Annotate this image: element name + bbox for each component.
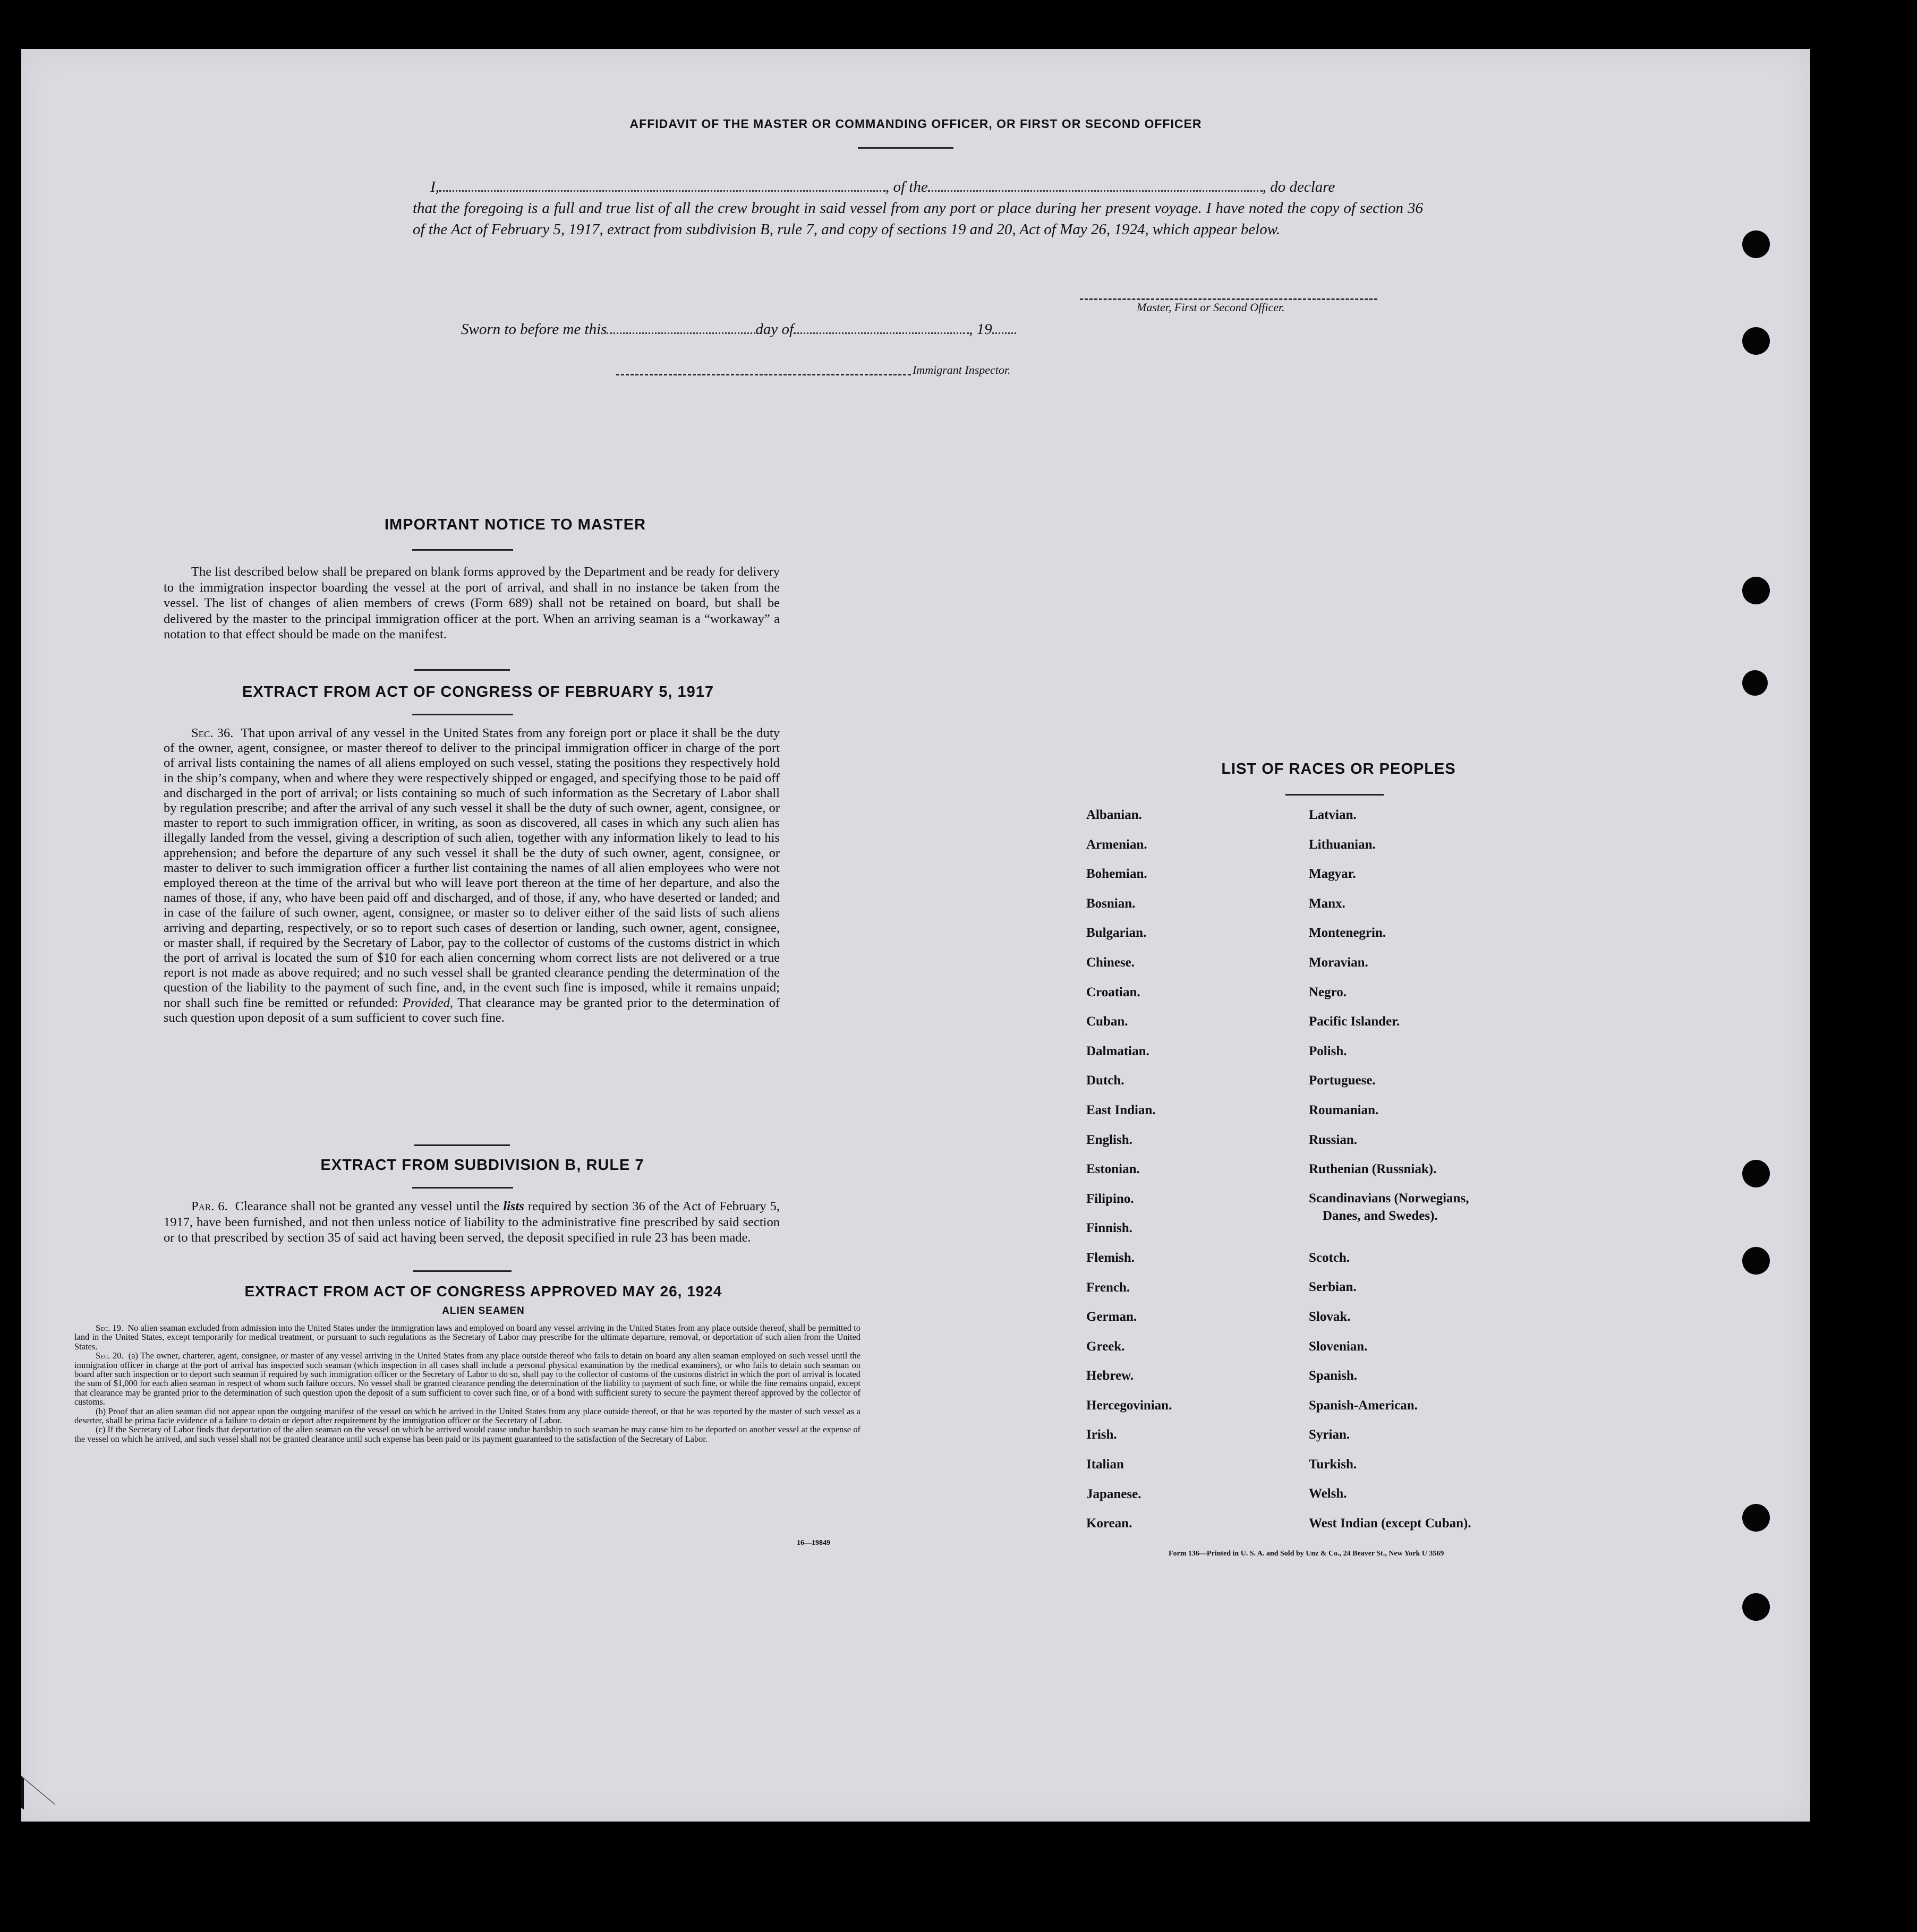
declaration-of-the: , of the — [885, 178, 928, 195]
affidavit-declaration — [413, 176, 1423, 240]
sec-36-label: Sec. 36. — [191, 726, 234, 740]
race-item: Hebrew. — [1086, 1369, 1134, 1383]
sec-19-label: Sec. 19. — [96, 1323, 123, 1333]
race-item: Bulgarian. — [1086, 926, 1147, 941]
inspector-label: Immigrant Inspector. — [913, 363, 1011, 377]
declaration-body: that the foregoing is a full and true list of all the crew brought in said vessel from any port or place during her present voyage. I have noted the copy of section 36 of the Act of February 5, 1917, extract from subdivision B, rule 7, and copy of sections 19 and 20, Act of May 26, 1924, which appear below. — [413, 200, 1423, 238]
sworn-text: Sworn to before me this — [461, 321, 607, 338]
rule7-body — [164, 1199, 780, 1246]
sworn-day-blank[interactable] — [607, 332, 755, 334]
act-1924-title: EXTRACT FROM ACT OF CONGRESS APPROVED MAY 26, 1924 — [244, 1283, 722, 1300]
race-item: East Indian. — [1086, 1102, 1156, 1117]
notice-divider — [412, 549, 513, 551]
race-item: Hercegovinian. — [1086, 1398, 1172, 1413]
corner-fold — [21, 1776, 55, 1836]
race-item: French. — [1086, 1280, 1130, 1295]
extract-1917-body — [164, 726, 780, 1025]
race-item: West Indian (except Cuban). — [1309, 1516, 1471, 1531]
race-item: Spanish-American. — [1309, 1398, 1418, 1413]
par-6-label: Par. 6. — [191, 1199, 228, 1213]
sec-19-text: No alien seaman excluded from admission into the United States under the immigration laws and employed on board any vessel arriving in the United States from any place outside thereof, shall be permitted to land in the United States, except temporarily for medical treatment, or pursuant to such regulations as the Secretary of Labor may prescribe for the ultimate departure, removal, or deportation of such alien from the United States. — [74, 1323, 860, 1352]
race-item: Slovak. — [1309, 1309, 1351, 1324]
extract-1917-end-divider — [414, 1144, 510, 1146]
race-item: Filipino. — [1086, 1191, 1134, 1206]
sworn-month-blank[interactable] — [794, 332, 969, 334]
race-item: Serbian. — [1309, 1280, 1357, 1295]
race-item: Dutch. — [1086, 1073, 1124, 1088]
race-item: Estonian. — [1086, 1162, 1140, 1177]
race-item: Roumanian. — [1309, 1102, 1379, 1117]
printer-imprint: Form 136—Printed in U. S. A. and Sold by Unz & Co., 24 Beaver St., New York U 3569 — [1169, 1550, 1444, 1558]
race-item: Russian. — [1309, 1132, 1358, 1147]
master-label: Master, First or Second Officer. — [1137, 301, 1285, 314]
race-item: Lithuanian. — [1309, 837, 1376, 852]
race-item: Chinese. — [1086, 955, 1135, 970]
act-1924-body — [74, 1323, 860, 1443]
sec-20-label: Sec. 20. — [96, 1350, 124, 1361]
race-item: Moravian. — [1309, 955, 1368, 970]
document-page — [21, 49, 1810, 1822]
scandinavians-line-2: Danes, and Swedes). — [1323, 1208, 1438, 1223]
race-item: Negro. — [1309, 985, 1347, 999]
race-item: Albanian. — [1086, 808, 1142, 822]
proviso-text: That clearance may be granted prior to the determination of such question upon deposit of a sum sufficient to cover such fine. — [164, 995, 780, 1025]
race-item: Polish. — [1309, 1044, 1347, 1058]
race-item: Armenian. — [1086, 837, 1147, 852]
punch-hole — [1742, 670, 1768, 696]
race-item: Pacific Islander. — [1309, 1014, 1400, 1029]
affidavit-title: AFFIDAVIT OF THE MASTER OR COMMANDING OFFICER, OR FIRST OR SECOND OFFICER — [629, 117, 1202, 131]
sworn-line — [461, 321, 1016, 338]
race-item: Korean. — [1086, 1516, 1132, 1531]
declaration-i: I, — [430, 178, 439, 195]
sworn-year: , 19 — [969, 321, 992, 338]
race-item-scandinavians — [1309, 1184, 1532, 1243]
punch-hole — [1742, 1504, 1770, 1532]
race-item: Scotch. — [1309, 1250, 1350, 1265]
sec-36-text: That upon arrival of any vessel in the United States from any foreign port or place it shall be the duty of the owner, agent, consignee, or master thereof to deliver to the principal immigration officer in charge of the port of arrival lists containing the names of all aliens employed on such vessel, stating the positions they respectively hold in the ship’s company, when and where they were respectively shipped or engaged, and specifying those to be paid off and discharged in the port of arrival; or lists containing so much of such information as the Secretary of Labor shall by regulation prescribe; and after the arrival of any such vessel it shall be the duty of such owner, agent, consignee, or master to report to such immigration officer, in writing, as soon as discovered, all cases in which any such alien has illegally landed from the vessel, giving a description of such alien, together with any information likely to lead to his apprehension; and before the departure of any such vessel it shall be the duty of such owner, agent, consignee, or master to deliver to such immigration officer a further list containing the names of all alien employees who were not employed thereon at the time of the arrival but who will leave port thereon at the time of her departure, and also the names of those, if any, who have been paid off and discharged, and of those, if any, who have deserted or landed; and in case of the failure of such owner, agent, consignee, or master so to deliver either of the said lists of such aliens arriving and departing, respectively, or so to report such cases of desertion or landing, such owner, agent, consignee, or master shall, if required by the Secretary of Labor, pay to the collector of customs of the customs district in which the port of arrival is located the sum of $10 for each alien concerning whom correct lists are not delivered or a true report is not made as above required; and no such vessel shall be granted clearance pending the determination of the question of the liability to the payment of such fine, and, in the event such fine is imposed, while it remains unpaid; nor shall such fine be remitted or refunded: — [164, 726, 780, 1010]
punch-hole — [1742, 230, 1770, 258]
race-item: Croatian. — [1086, 985, 1140, 999]
race-item: Italian — [1086, 1457, 1124, 1472]
rule7-divider — [412, 1187, 513, 1189]
race-item: Ruthenian (Russniak). — [1309, 1162, 1437, 1177]
master-signature-line[interactable] — [1080, 298, 1377, 300]
punch-hole — [1742, 1160, 1770, 1187]
race-item: Portuguese. — [1309, 1073, 1376, 1088]
lists-word: lists — [503, 1199, 524, 1213]
punch-hole — [1742, 1247, 1770, 1275]
race-item: Dalmatian. — [1086, 1044, 1149, 1058]
races-left-column — [1086, 800, 1246, 1538]
races-right-column — [1309, 800, 1532, 1538]
act-1924-subtitle: ALIEN SEAMEN — [442, 1305, 525, 1317]
race-item: Manx. — [1309, 896, 1345, 911]
sec-20c-text: (c) If the Secretary of Labor finds that deportation of the alien seaman on the vessel on which he arrived would cause undue hardship to such seaman he may cause him to be deported on another vessel at the expense of the vessel on which he arrived, and such vessel shall not be granted clearance until such expense has been paid or its payment guaranteed to the satisfaction of the Secretary of Labor. — [74, 1424, 860, 1444]
notice-body: The list described below shall be prepared on blank forms approved by the Department and be ready for delivery to the immigration inspector boarding the vessel at the port of arrival, and shall in no instance be taken from the vessel. The list of changes of alien members of crews (Form 689) shall not be retained on board, but shall be delivered by the master to the principal immigration officer at the port. When an arriving seaman is a “workaway” a notation to that effect should be made on the manifest. — [164, 565, 780, 642]
race-item: Flemish. — [1086, 1250, 1135, 1265]
inspector-signature-line[interactable] — [616, 374, 911, 375]
race-item: Finnish. — [1086, 1221, 1132, 1236]
race-item: German. — [1086, 1310, 1137, 1324]
race-item: Latvian. — [1309, 808, 1357, 822]
race-item: Magyar. — [1309, 867, 1356, 882]
race-item: Bosnian. — [1086, 896, 1136, 911]
rule7-end-divider — [413, 1270, 512, 1272]
sworn-year-blank[interactable] — [992, 332, 1016, 334]
race-item: Japanese. — [1086, 1486, 1141, 1501]
race-item: Bohemian. — [1086, 867, 1147, 882]
sec-20b-text: (b) Proof that an alien seaman did not appear upon the outgoing manifest of the vessel on which he arrived in the United States from any place outside thereof, or that he was reported by the master of such vessel as a deserter, shall be prima facie evidence of a failure to detain or deport after requirement by the immigration officer or the Secretary of Labor. — [74, 1406, 860, 1426]
form-code: 16—19849 — [797, 1539, 830, 1547]
title-divider — [858, 147, 953, 149]
extract-1917-divider — [412, 714, 513, 715]
race-item: Greek. — [1086, 1339, 1125, 1354]
race-item: Slovenian. — [1309, 1339, 1368, 1354]
declaration-declare: , do declare — [1262, 178, 1335, 195]
punch-hole — [1742, 577, 1770, 604]
name-blank[interactable] — [439, 190, 885, 192]
race-item: English. — [1086, 1132, 1132, 1147]
proviso-label: Provided, — [402, 995, 453, 1010]
rule7-title: EXTRACT FROM SUBDIVISION B, RULE 7 — [320, 1157, 644, 1174]
punch-hole — [1742, 327, 1770, 355]
races-divider — [1285, 794, 1384, 796]
race-item: Welsh. — [1309, 1486, 1347, 1501]
vessel-blank[interactable] — [928, 190, 1263, 192]
races-title: LIST OF RACES OR PEOPLES — [1221, 760, 1456, 777]
race-item: Cuban. — [1086, 1014, 1128, 1029]
extract-1917-title: EXTRACT FROM ACT OF CONGRESS OF FEBRUARY 5, 1917 — [242, 683, 714, 700]
punch-hole — [1742, 1593, 1770, 1621]
race-item: Montenegrin. — [1309, 926, 1386, 941]
notice-end-divider — [414, 669, 510, 671]
scandinavians-line-1: Scandinavians (Norwegians, — [1309, 1191, 1469, 1206]
sworn-day-of: day of — [755, 321, 794, 338]
notice-title: IMPORTANT NOTICE TO MASTER — [384, 516, 646, 533]
race-item: Syrian. — [1309, 1427, 1350, 1442]
rule7-text-a: Clearance shall not be granted any vessel until the — [235, 1199, 500, 1213]
rule7-text-b: required by section 36 of the Act of February 5, 1917, have been furnished, and not then unless notice of liability to the administrative fine prescribed by said section or to that prescribed by section 35 of said act having been served, the deposit specified in rule 23 has been made. — [164, 1199, 780, 1245]
race-item: Spanish. — [1309, 1369, 1358, 1383]
sec-20a-text: (a) The owner, charterer, agent, consignee, or master of any vessel arriving in the United States from any place outside thereof who fails to detain on board any alien seaman employed on such vessel until the immigration officer in charge at the port of arrival has inspected such seaman (which inspection in all cases shall include a personal physical examination by the medical examiners), or who fails to detain such seaman on board after such inspection or to deport such seaman if required by such immigration officer or the Secretary of Labor to do so, shall pay to the collector of customs of the customs district in which the port of arrival is located the sum of $1,000 for each alien seaman in respect of whom such failure occurs. No vessel shall be granted clearance pending the determination of the liability to payment of such fine, or while the fine remains unpaid, except that clearance may be granted prior to the determination of such question upon the deposit of a sum sufficient to cover such fine, or of a bond with sufficient surety to secure the payment thereof approved by the collector of customs. — [74, 1350, 860, 1407]
race-item: Turkish. — [1309, 1457, 1357, 1472]
race-item: Irish. — [1086, 1427, 1117, 1442]
